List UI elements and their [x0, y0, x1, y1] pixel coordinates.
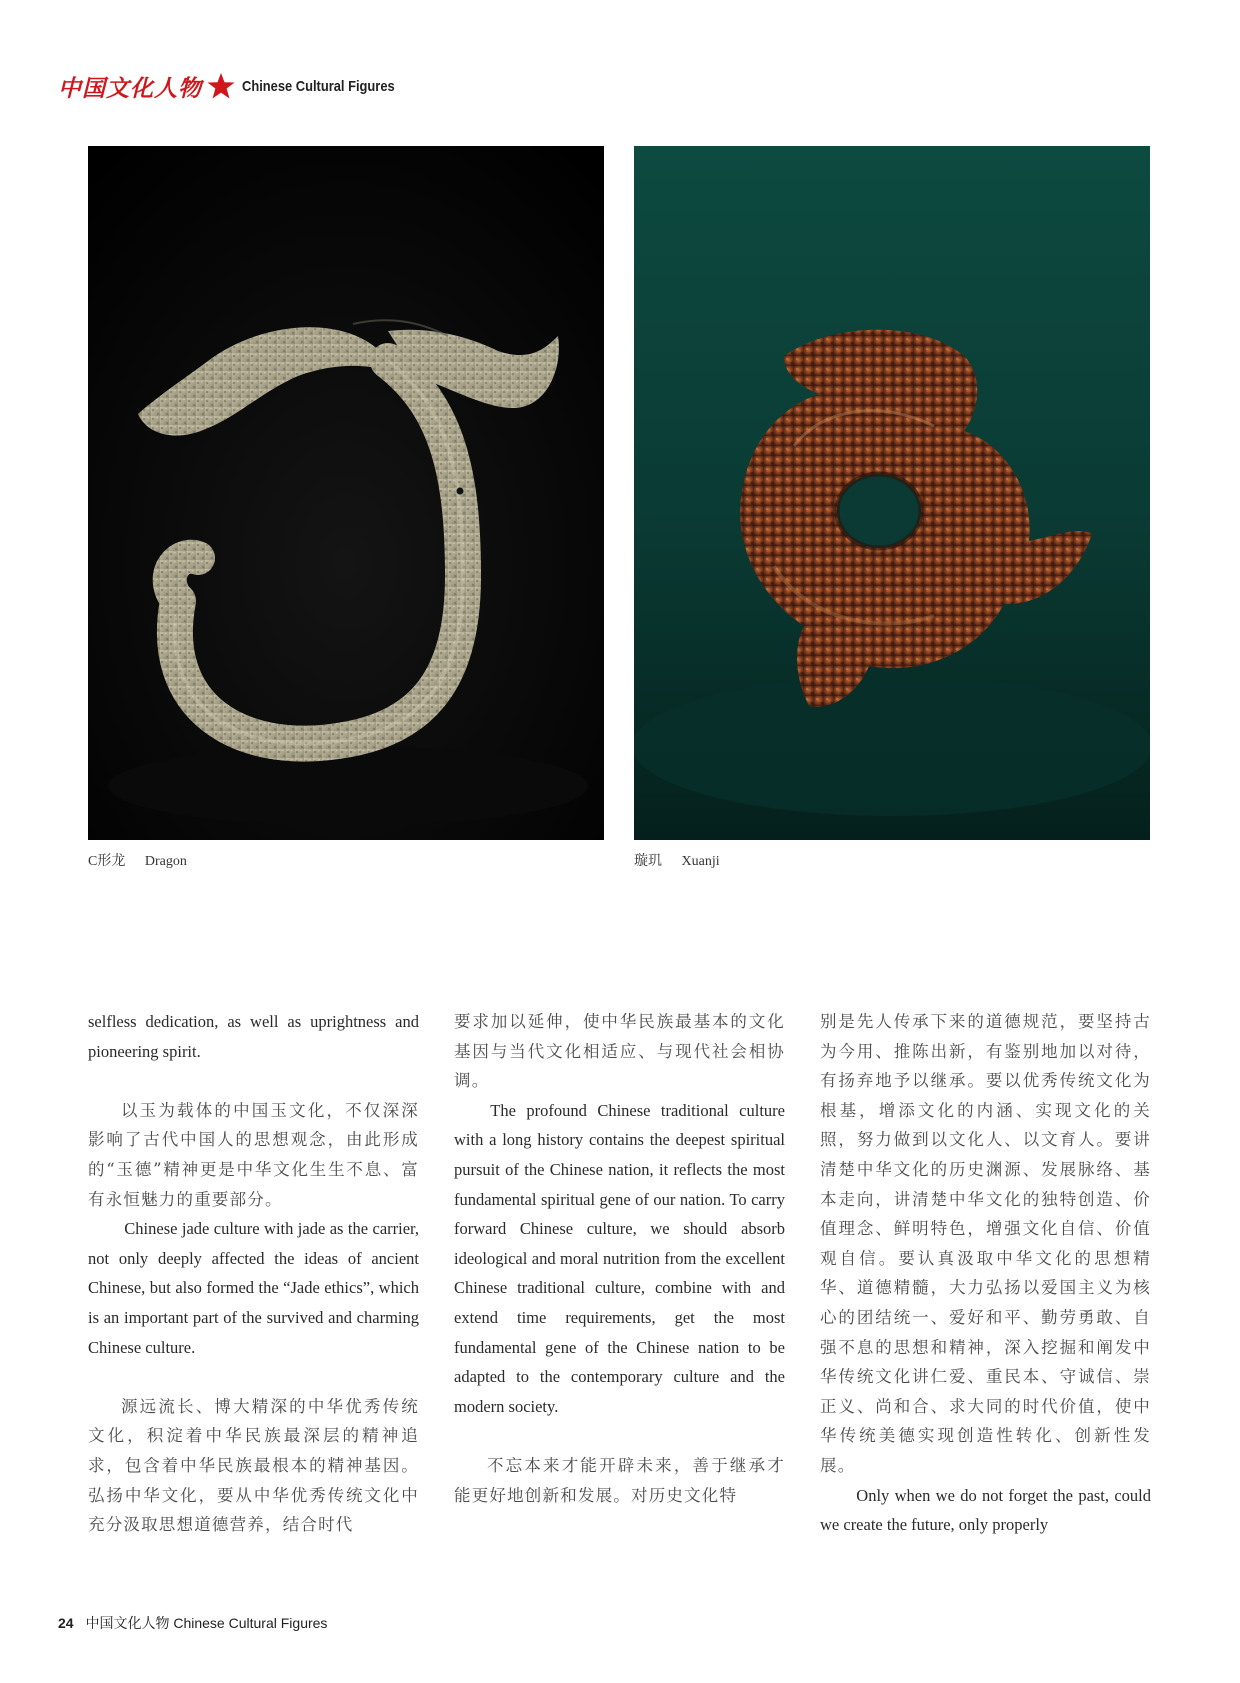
brand-title-en: Chinese Cultural Figures [242, 77, 395, 95]
page-number: 24 [58, 1615, 74, 1631]
caption-dragon [88, 850, 187, 870]
footer-publication: 中国文化人物 Chinese Cultural Figures [85, 1615, 328, 1631]
caption-xuanji-en: Xuanji [681, 854, 720, 869]
paragraph: 要求加以延伸，使中华民族最基本的文化基因与当代文化相适应、与现代社会相协调。 [454, 1012, 785, 1091]
paragraph: Chinese jade culture with jade as the carrier, not only deeply affected the ideas of ancient Chinese, but also formed the “Jade ethics”, which is an important part of the survived and charming Chinese culture. [88, 1219, 419, 1357]
paragraph: 以玉为载体的中国玉文化，不仅深深影响了古代中国人的思想观念，由此形成的“玉德”精神更是中华文化生生不息、富有永恒魅力的重要部分。 [88, 1100, 419, 1209]
brand-title-cn: 中国文化人物 [58, 74, 202, 102]
red-star-icon [206, 71, 236, 101]
xuanji-jade-photo [634, 146, 1150, 840]
caption-dragon-en: Dragon [144, 854, 187, 869]
caption-xuanji [634, 850, 720, 870]
paragraph: 别是先人传承下来的道德规范，要坚持古为今用、推陈出新，有鉴别地加以对待，有扬弃地予以继承。要以优秀传统文化为根基，增添文化的内涵、实现文化的关照，努力做到以文化人、以文育人。要讲清楚中华文化的历史渊源、发展脉络、基本走向，讲清楚中华文化的独特创造、价值理念、鲜明特色，增强文化自信、价值观自信。要认真汲取中华文化的思想精华、道德精髓，大力弘扬以爱国主义为核心的团结统一、爱好和平、勤劳勇敢、自强不息的思想和精神，深入挖掘和阐发中华传统文化讲仁爱、重民本、守诚信、崇正义、尚和合、求大同的时代价值，使中华传统美德实现创造性转化、创新性发展。 [820, 1012, 1151, 1475]
page-footer [58, 1613, 327, 1633]
paragraph: Only when we do not forget the past, could we create the future, only properly [820, 1485, 1151, 1535]
magazine-header [58, 66, 420, 106]
text-column-3 [820, 1007, 1151, 1540]
paragraph: 源远流长、博大精深的中华优秀传统文化，积淀着中华民族最深层的精神追求，包含着中华民族最根本的精神基因。弘扬中华文化，要从中华优秀传统文化中充分汲取思想道德营养，结合时代 [88, 1396, 419, 1535]
paragraph: 不忘本来才能开辟未来，善于继承才能更好地创新和发展。对历史文化特 [454, 1455, 785, 1505]
text-column-2 [454, 1007, 785, 1510]
dragon-jade-photo [88, 146, 604, 840]
paragraph: selfless dedication, as well as uprightness and pioneering spirit. [88, 1012, 419, 1061]
caption-dragon-cn: C形龙 [88, 854, 126, 869]
paragraph: The profound Chinese traditional culture with a long history contains the deepest spiritual pursuit of the Chinese nation, it reflects the most fundamental spiritual gene of our nation. To carry forward Chinese culture, we should absorb ideological and moral nutrition from the excellent Chinese traditional culture, combine with and extend time requirements, get the most fundamental gene of the Chinese nation to be adapted to the contemporary culture and the modern society. [454, 1100, 785, 1416]
text-column-1 [88, 1007, 419, 1540]
caption-xuanji-cn: 璇玑 [634, 854, 662, 869]
